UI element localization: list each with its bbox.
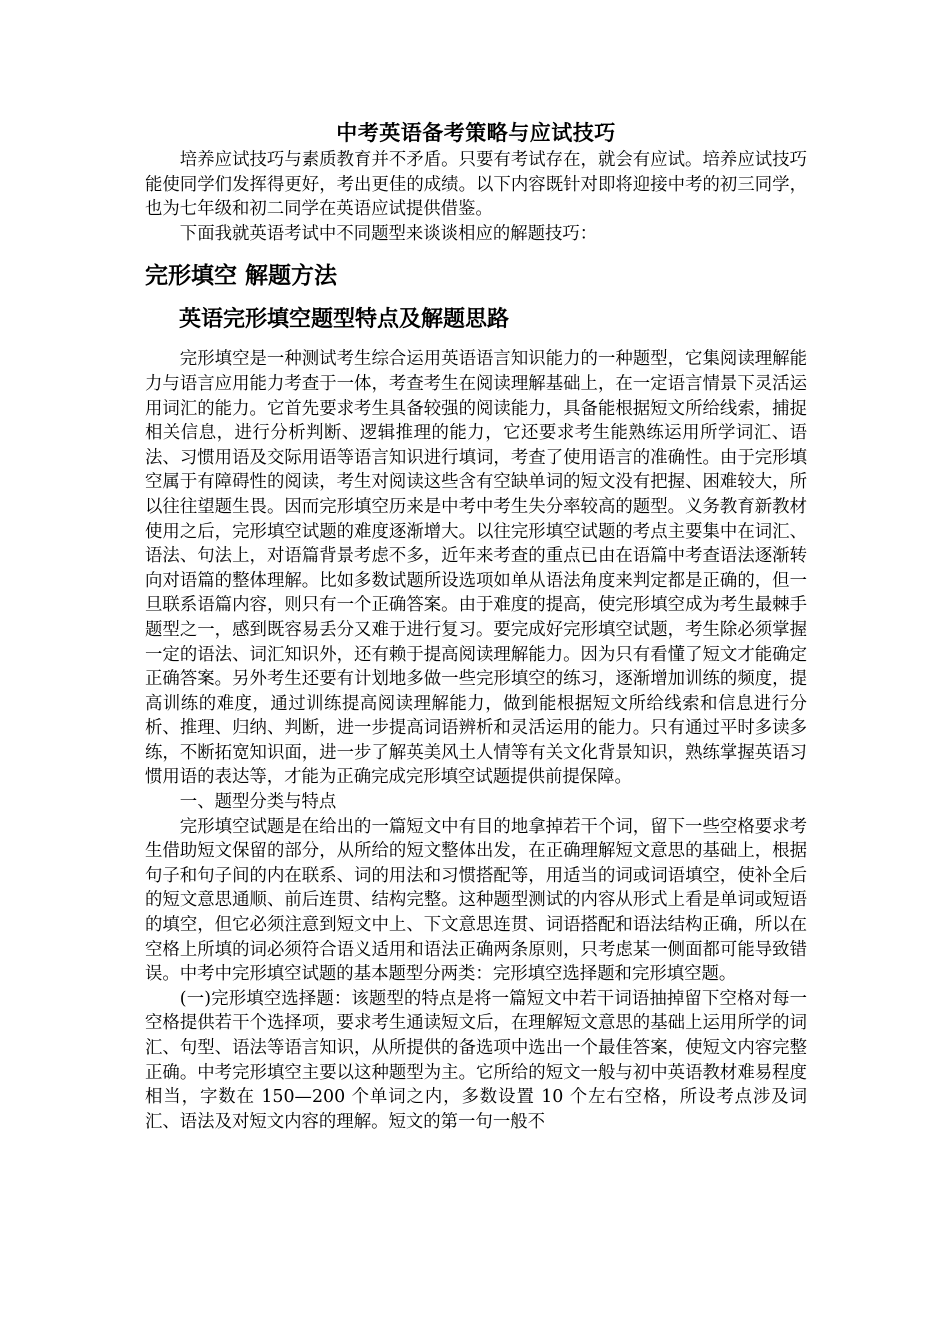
section-label-question-types: 一、题型分类与特点 [179, 792, 337, 813]
document-title: 中考英语备考策略与应试技巧 [336, 120, 616, 145]
body-paragraph-3: (一)完形填空选择题：该题型的特点是将一篇短文中若干词语抽掉留下空格对每一空格提供若干个选择项，要求考生通读短文后，在理解短文意思的基础上运用所学的词汇、句型、语法等语言知识，从所提供的备选项中选出一个最佳答案，使短文内容完整正确。中考完形填空主要以这种题型为主。它所给的短文一般与初中英语教材难易程度相当，字数在 150—200 个单词之内，多数设置 10 个左右空格，所设考点涉及词汇、语法及对短文内容的理解。短文的第一句一般不 [145, 988, 807, 1132]
document-page [145, 118, 807, 1134]
intro-paragraph-2: 下面我就英语考试中不同题型来谈谈相应的解题技巧： [179, 223, 598, 244]
section-heading-cloze: 完形填空 解题方法 [145, 263, 338, 290]
subsection-heading-cloze-features: 英语完形填空题型特点及解题思路 [179, 307, 510, 333]
body-paragraph-1: 完形填空是一种测试考生综合运用英语语言知识能力的一种题型，它集阅读理解能力与语言应用能力考查于一体，考查考生在阅读理解基础上，在一定语言情景下灵活运用词汇的能力。它首先要求考生具备较强的阅读能力，具备能根据短文所给线索，捕捉相关信息，进行分析判断、逻辑推理的能力，它还要求考生能熟练运用所学词汇、语法、习惯用语及交际用语等语言知识进行填词，考查了使用语言的准确性。由于完形填空属于有障碍性的阅读，考生对阅读这些含有空缺单词的短文没有把握、困难较大，所以往往望题生畏。因而完形填空历来是中考中考生失分率较高的题型。义务教育新教材使用之后，完形填空试题的难度逐渐增大。以往完形填空试题的考点主要集中在词汇、语法、句法上，对语篇背景考虑不多，近年来考查的重点已由在语篇中考查语法逐渐转向对语篇的整体理解。比如多数试题所设选项如单从语法角度来判定都是正确的，但一旦联系语篇内容，则只有一个正确答案。由于难度的提高，使完形填空成为考生最棘手题型之一，感到既容易丢分又难于进行复习。要完成好完形填空试题，考生除必须掌握一定的语法、词汇知识外，还有赖于提高阅读理解能力。因为只有看懂了短文才能确定正确答案。另外考生还要有计划地多做一些完形填空的练习，逐渐增加训练的频度，提高训练的难度，通过训练提高阅读理解能力，做到能根据短文所给线索和信息进行分析、推理、归纳、判断，进一步提高词语辨析和灵活运用的能力。只有通过平时多读多练，不断拓宽知识面，进一步了解英美风土人情等有关文化背景知识，熟练掌握英语习惯用语的表达等，才能为正确完成完形填空试题提供前提保障。 [145, 349, 807, 788]
body-paragraph-2: 完形填空试题是在给出的一篇短文中有目的地拿掉若干个词，留下一些空格要求考生借助短文保留的部分，从所给的短文整体出发，在正确理解短文意思的基础上，根据句子和句子间的内在联系、词的用法和习惯搭配等，用适当的词或词语填空，使补全后的短文意思通顺、前后连贯、结构完整。这种题型测试的内容从形式上看是单词或短语的填空，但它必须注意到短文中上、下文意思连贯、词语搭配和语法结构正确，所以在空格上所填的词必须符合语义适用和语法正确两条原则，只考虑某一侧面都可能导致错误。中考中完形填空试题的基本题型分两类：完形填空选择题和完形填空题。 [145, 816, 807, 985]
intro-paragraph-1: 培养应试技巧与素质教育并不矛盾。只要有考试存在，就会有应试。培养应试技巧能使同学们发挥得更好，考出更佳的成绩。以下内容既针对即将迎接中考的初三同学，也为七年级和初二同学在英语应试提供借鉴。 [145, 150, 807, 220]
